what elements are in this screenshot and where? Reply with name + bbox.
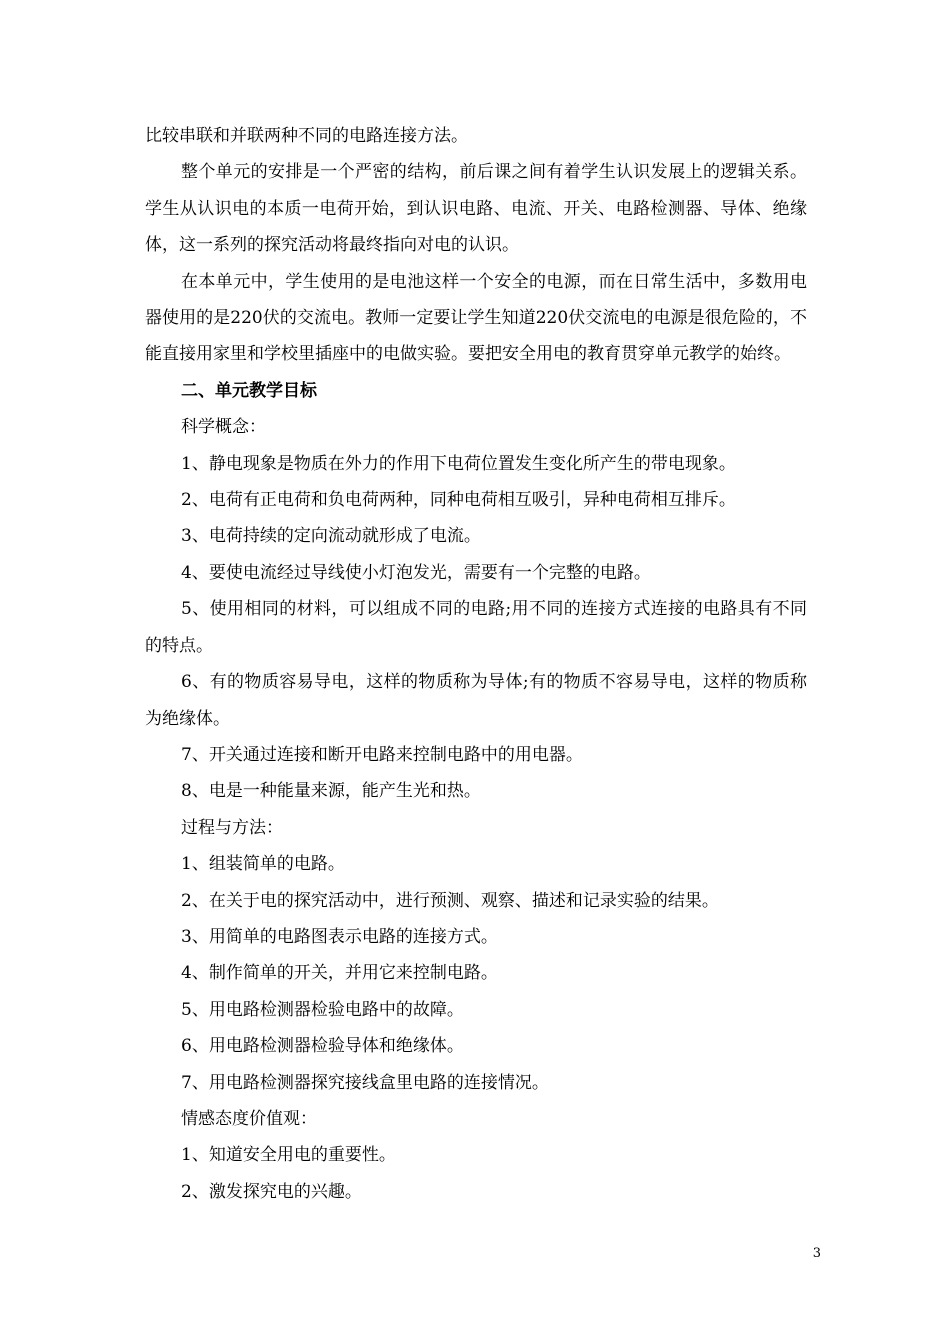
list-item-process-7: 7、用电路检测器探究接线盒里电路的连接情况。 xyxy=(181,1072,549,1093)
subheading-attitudes-values: 情感态度价值观： xyxy=(181,1108,317,1129)
list-item-concept-1: 1、静电现象是物质在外力的作用下电荷位置发生变化所产生的带电现象。 xyxy=(181,453,736,474)
list-item-concept-5: 5、使用相同的材料，可以组成不同的电路;用不同的连接方式连接的电路具有不同的特点。 xyxy=(145,599,807,656)
subheading-process-methods: 过程与方法： xyxy=(181,817,283,838)
list-item-process-3: 3、用简单的电路图表示电路的连接方式。 xyxy=(181,926,498,947)
subheading-science-concepts: 科学概念： xyxy=(181,417,266,438)
list-item-concept-3: 3、电荷持续的定向流动就形成了电流。 xyxy=(181,526,481,547)
list-item-process-2: 2、在关于电的探究活动中，进行预测、观察、描述和记录实验的结果。 xyxy=(181,890,719,911)
list-item-process-5: 5、用电路检测器检验电路中的故障。 xyxy=(181,999,464,1020)
paragraph-safety: 在本单元中，学生使用的是电池这样一个安全的电源，而在日常生活中，多数用电器使用的是220伏的交流电。教师一定要让学生知道220伏交流电的电源是很危险的，不能直接用家里和学校里插座中的电做实验。要把安全用电的教育贯穿单元教学的始终。 xyxy=(145,271,807,365)
list-item-process-6: 6、用电路检测器检验导体和绝缘体。 xyxy=(181,1036,464,1057)
section-heading-objectives: 二、单元教学目标 xyxy=(181,380,317,401)
list-item-concept-6: 6、有的物质容易导电，这样的物质称为导体;有的物质不容易导电，这样的物质称为绝缘体。 xyxy=(145,672,807,729)
body-text xyxy=(145,118,807,1210)
list-item-concept-4: 4、要使电流经过导线使小灯泡发光，需要有一个完整的电路。 xyxy=(181,562,651,583)
list-item-process-4: 4、制作简单的开关，并用它来控制电路。 xyxy=(181,963,498,984)
page-number: 3 xyxy=(812,1246,821,1261)
list-item-attitude-2: 2、激发探究电的兴趣。 xyxy=(181,1181,362,1202)
list-item-process-1: 1、组装简单的电路。 xyxy=(181,854,345,875)
paragraph-continuation: 比较串联和并联两种不同的电路连接方法。 xyxy=(145,126,468,146)
paragraph-unit-structure: 整个单元的安排是一个严密的结构，前后课之间有着学生认识发展上的逻辑关系。学生从认识电的本质一电荷开始，到认识电路、电流、开关、电路检测器、导体、绝缘体，这一系列的探究活动将最终指向对电的认识。 xyxy=(145,162,807,256)
list-item-concept-2: 2、电荷有正电荷和负电荷两种，同种电荷相互吸引，异种电荷相互排斥。 xyxy=(181,490,736,511)
list-item-concept-8: 8、电是一种能量来源，能产生光和热。 xyxy=(181,781,481,802)
list-item-attitude-1: 1、知道安全用电的重要性。 xyxy=(181,1145,396,1166)
list-item-concept-7: 7、开关通过连接和断开电路来控制电路中的用电器。 xyxy=(181,744,583,765)
